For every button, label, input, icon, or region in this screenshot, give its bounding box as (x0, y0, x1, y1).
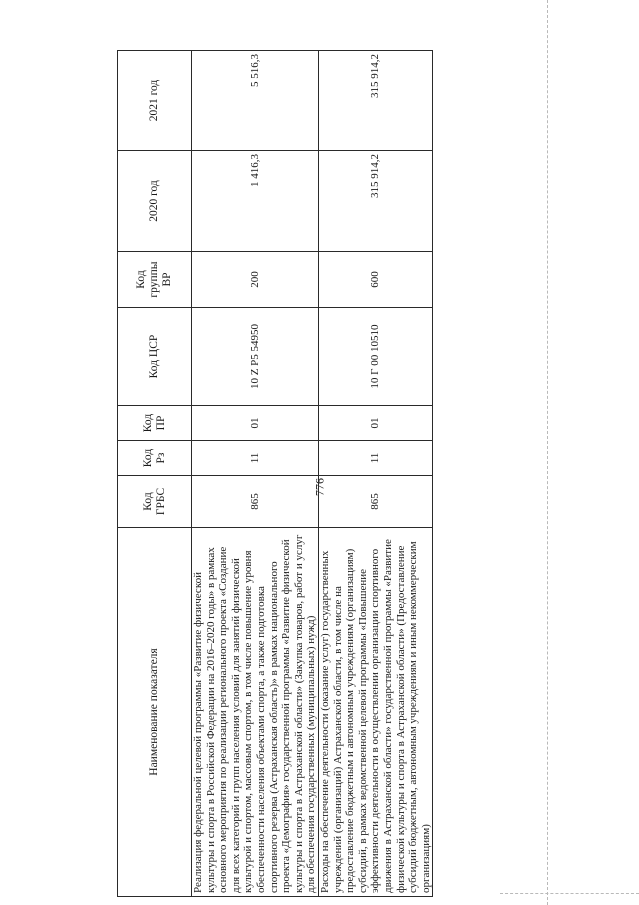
table-row (192, 51, 319, 897)
header-csr: Код ЦСР (118, 308, 192, 406)
row-name: Реализация федеральной целевой программы «Развитие физической культуры и спорта в Российской Федерации на 2016–2020 годы» в рамках основного мероприятия по реализации регионального проекта «Создание для всех категорий и групп населения условий для занятий физической культурой и спортом, массовым спортом, в том числе повышение уровня обеспеченности населения объектами спорта, а также подготовка спортивного резерва (Астраханская область)» в рамках национального проекта «Демография» государственной программы «Развитие физической культуры и спорта в Астраханской области» (Закупка товаров, работ и услуг для обеспечения государственных (муниципальных) нужд) (192, 528, 319, 897)
budget-table (117, 50, 433, 897)
header-vr: Код группы ВР (118, 252, 192, 308)
row-rz: 11 (192, 441, 319, 476)
fold-line-vertical (547, 0, 548, 905)
row-csr: 10 Г 00 10510 (318, 308, 432, 406)
header-pr: Код ПР (118, 406, 192, 441)
row-grbs: 865 (318, 476, 432, 528)
budget-table-container (117, 51, 432, 897)
table-row (318, 51, 432, 897)
row-grbs: 865 (192, 476, 319, 528)
row-2021: 315 914,2 (318, 51, 432, 151)
row-2021: 5 516,3 (192, 51, 319, 151)
row-name: Расходы на обеспечение деятельности (оказание услуг) государственных учреждений (организаций) Астраханской области, в том числе на предоставление бюджетным и автономным учреждениям (организациям) субсидий, в рамках ведомственной целевой программы «Повышение эффективности деятельности в осуществлении организации спортивного движения в Астраханской области» государственной программы «Развитие физической культуры и спорта в Астраханской области» (Предоставление субсидий бюджетным, автономным учреждениям и иным некоммерческим организациям) (318, 528, 432, 897)
page-number: 776 (312, 478, 327, 496)
row-pr: 01 (318, 406, 432, 441)
row-pr: 01 (192, 406, 319, 441)
row-2020: 1 416,3 (192, 151, 319, 252)
header-2021: 2021 год (118, 51, 192, 151)
row-2020: 315 914,2 (318, 151, 432, 252)
header-name: Наименование показателя (118, 528, 192, 897)
header-grbs: Код ГРБС (118, 476, 192, 528)
budget-table-rotated (117, 51, 432, 897)
header-2020: 2020 год (118, 151, 192, 252)
row-vr: 200 (192, 252, 319, 308)
fold-line-horizontal (500, 893, 639, 894)
row-vr: 600 (318, 252, 432, 308)
table-header-row (118, 51, 192, 897)
header-rz: Код Рз (118, 441, 192, 476)
row-csr: 10 Z P5 54950 (192, 308, 319, 406)
row-rz: 11 (318, 441, 432, 476)
